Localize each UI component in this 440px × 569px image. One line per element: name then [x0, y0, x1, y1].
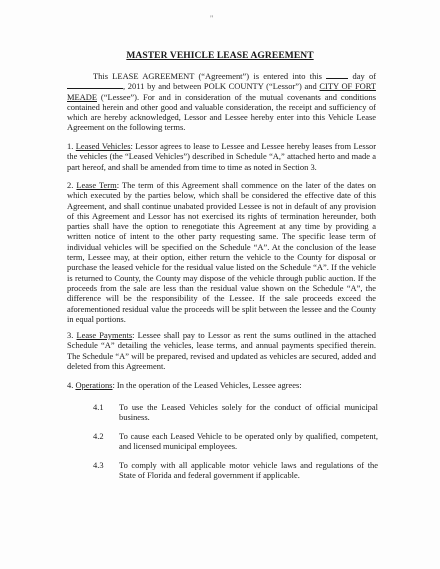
- intro-text-1: This LEASE AGREEMENT (“Agreement”) is entered into this: [93, 71, 322, 81]
- intro-paragraph: [67, 71, 376, 133]
- subsection-text: To comply with all applicable motor vehicle laws and regulations of the State of Florida and federal government if applicable.: [119, 460, 378, 481]
- section-number: 4.: [67, 380, 74, 390]
- intro-text-5: (“Lessee”). For and in consideration of the mutual covenants and conditions contained herein and other good and valuable consideration, the receipt and sufficiency of which are hereby acknowledged, Lessor and Lessee hereby enter into this Vehicle Lease Agreement on the following terms.: [67, 91, 376, 133]
- subsection-text: To use the Leased Vehicles solely for the conduct of official municipal business.: [119, 402, 378, 423]
- section-number: 3.: [67, 330, 74, 340]
- month-blank: [67, 81, 123, 89]
- section-text: : The term of this Agreement shall commence on the later of the dates on which executed by the parties below, which shall be considered the effective date of this Agreement, and shall continue unabated provided Lessee is not in default of any provision of this Agreement and Lessor has not exercised its rights of termination hereunder, both parties shall have the option to renegotiate this Agreement at any time by providing a written notice of intent to the other party requesting same. The specific lease term of individual vehicles will be specified on the Schedule “A”. At the conclusion of the lease term, Lessee may, at their option, either return the vehicle to the County for disposal or purchase the leased vehicle for the residual value listed on the Schedule “A”. If the vehicle is returned to County, the County may dispose of the vehicle through public auction. If the proceeds from the sale are less than the residual value shown on the Schedule “A”, the difference will be the responsibility of the Lessee. If the sale proceeds exceed the aforementioned residual value the proceeds will be split between the lessee and the County in equal portions.: [67, 180, 377, 324]
- section-text: : In the operation of the Leased Vehicles, Lessee agrees:: [112, 380, 302, 390]
- section-number: 1.: [67, 141, 74, 151]
- section-text: : Lessor agrees to lease to Lessee and Lessee hereby leases from Lessor the vehicles (the “Leased Vehicles”) described in Schedule “A,” attached herto and made a part hereof, and shall be amended from time to time as noted in Section 3.: [67, 141, 377, 172]
- day-blank: [326, 71, 348, 79]
- subsection-number: 4.3: [93, 460, 104, 470]
- section-3: [67, 330, 376, 371]
- section-heading: Operations: [75, 380, 113, 390]
- scan-mark: ": [210, 14, 214, 23]
- section-1: [67, 141, 376, 172]
- subsection-number: 4.1: [93, 402, 104, 412]
- section-4: [67, 380, 376, 390]
- section-2: [67, 180, 376, 324]
- section-heading: Lease Term: [76, 180, 117, 190]
- intro-text-2: day of: [352, 71, 377, 81]
- section-number: 2.: [67, 180, 74, 190]
- lessee-name: CITY OF FORT MEADE: [67, 81, 377, 102]
- intro-text-3: , 2011 by and between POLK COUNTY (“Lessor”) and: [123, 81, 317, 92]
- section-text: : Lessee shall pay to Lessor as rent the sums outlined in the attached Schedule “A” detailing the vehicles, lease terms, and annual payments specified therein. The Schedule “A” will be prepared, revised and updated as vehicles are secured, added and deleted from this Agreement.: [67, 330, 376, 371]
- section-heading: Lease Payments: [76, 330, 133, 340]
- subsection-text: To cause each Leased Vehicle to be operated only by qualified, competent, and licensed municipal employees.: [119, 431, 378, 452]
- section-heading: Leased Vehicles: [75, 141, 131, 151]
- subsection-number: 4.2: [93, 431, 104, 441]
- document-title: MASTER VEHICLE LEASE AGREEMENT: [126, 51, 314, 61]
